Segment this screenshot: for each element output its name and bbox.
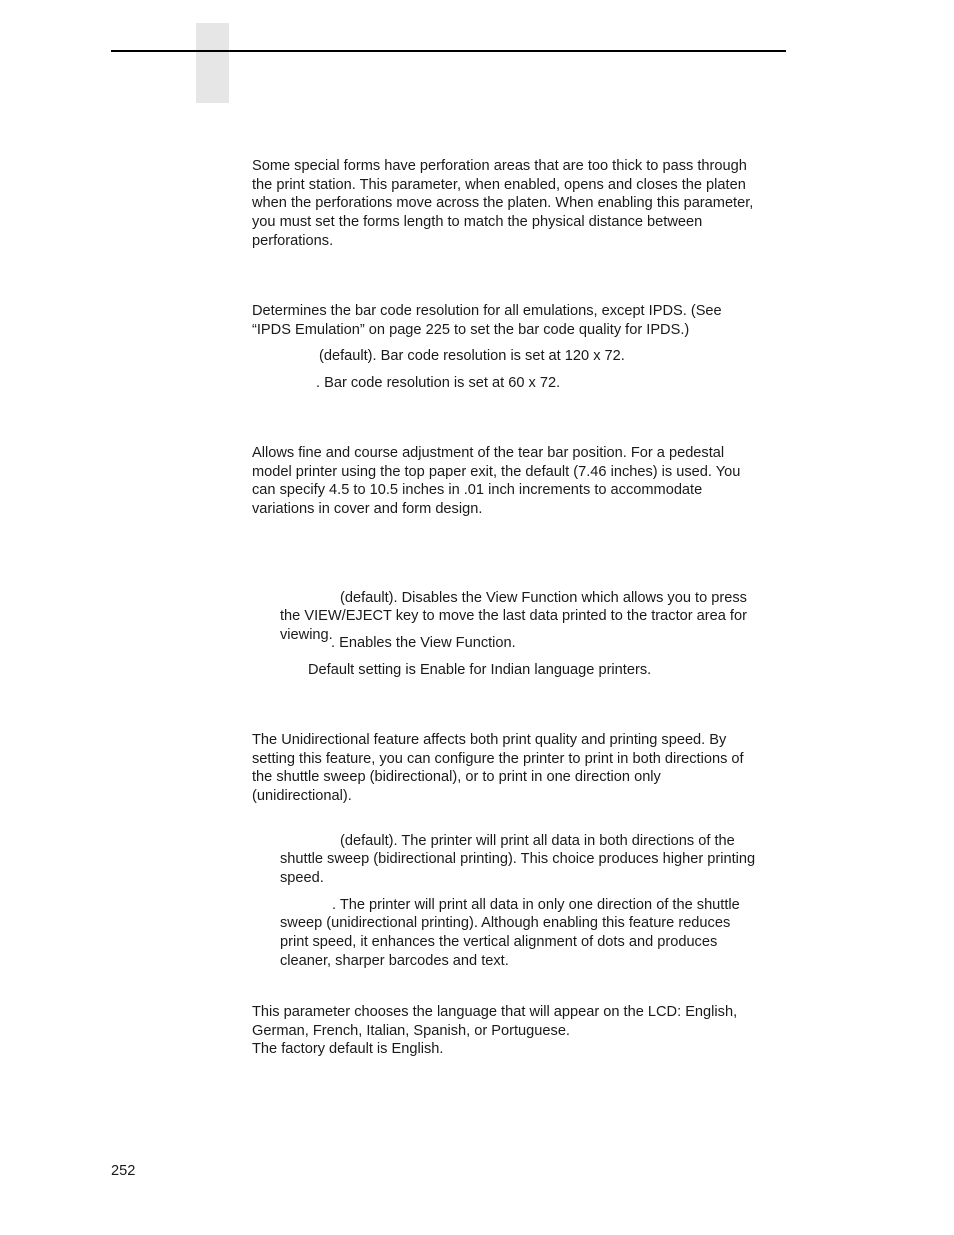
chapter-tab-marker [196, 23, 229, 103]
unidirectional-option-2-text: . The printer will print all data in only one direction of the shuttle sweep (unidirectional printing). Although enabling this feature reduces print speed, it enhances the vertical alignment of dots and produces cleaner, sharper barcodes and text. [280, 896, 740, 969]
barcode-quality-option-1: (default). Bar code resolution is set at 120 x 72. [319, 348, 625, 364]
view-function-note: Default setting is Enable for Indian language printers. [308, 662, 652, 678]
perforation-skip-description: Some special forms have perforation areas that are too thick to pass through the print station. This parameter, when enabled, opens and closes the platen when the perforations move across the platen. When enabling this parameter, you must set the forms length to match the physical distance between perforations. [252, 158, 754, 249]
barcode-quality-description: Determines the bar code resolution for all emulations, except IPDS. (See “IPDS Emulation” on page 225 to set the bar code quality for IPDS.) [252, 303, 722, 338]
header-rule [111, 50, 786, 52]
view-function-option-1-text: (default). Disables the View Function which allows you to press the VIEW/EJECT key to move the last data printed to the tractor area for viewing. [280, 589, 747, 644]
unidirectional-description: The Unidirectional feature affects both print quality and printing speed. By setting this feature, you can configure the printer to print in both directions of the shuttle sweep (bidirectional), or to print in one direction only (unidirectional). [252, 732, 744, 805]
unidirectional-option-1-text: (default). The printer will print all data in both directions of the shuttle sweep (bidirectional printing). This choice produces higher printing speed. [280, 832, 756, 887]
barcode-quality-option-2: . Bar code resolution is set at 60 x 72. [316, 375, 561, 391]
lcd-language-description: This parameter chooses the language that will appear on the LCD: English, German, French, Italian, Spanish, or Portuguese. The factory default is English. [252, 1004, 738, 1058]
tear-bar-description: Allows fine and course adjustment of the tear bar position. For a pedestal model printer using the top paper exit, the default (7.46 inches) is used. You can specify 4.5 to 10.5 inches in .01 inch increments to accommodate variations in cover and form design. [252, 445, 741, 518]
view-function-option-2: . Enables the View Function. [331, 635, 516, 651]
unidirectional-option-2 [280, 877, 790, 971]
page-number: 252 [111, 1163, 136, 1179]
